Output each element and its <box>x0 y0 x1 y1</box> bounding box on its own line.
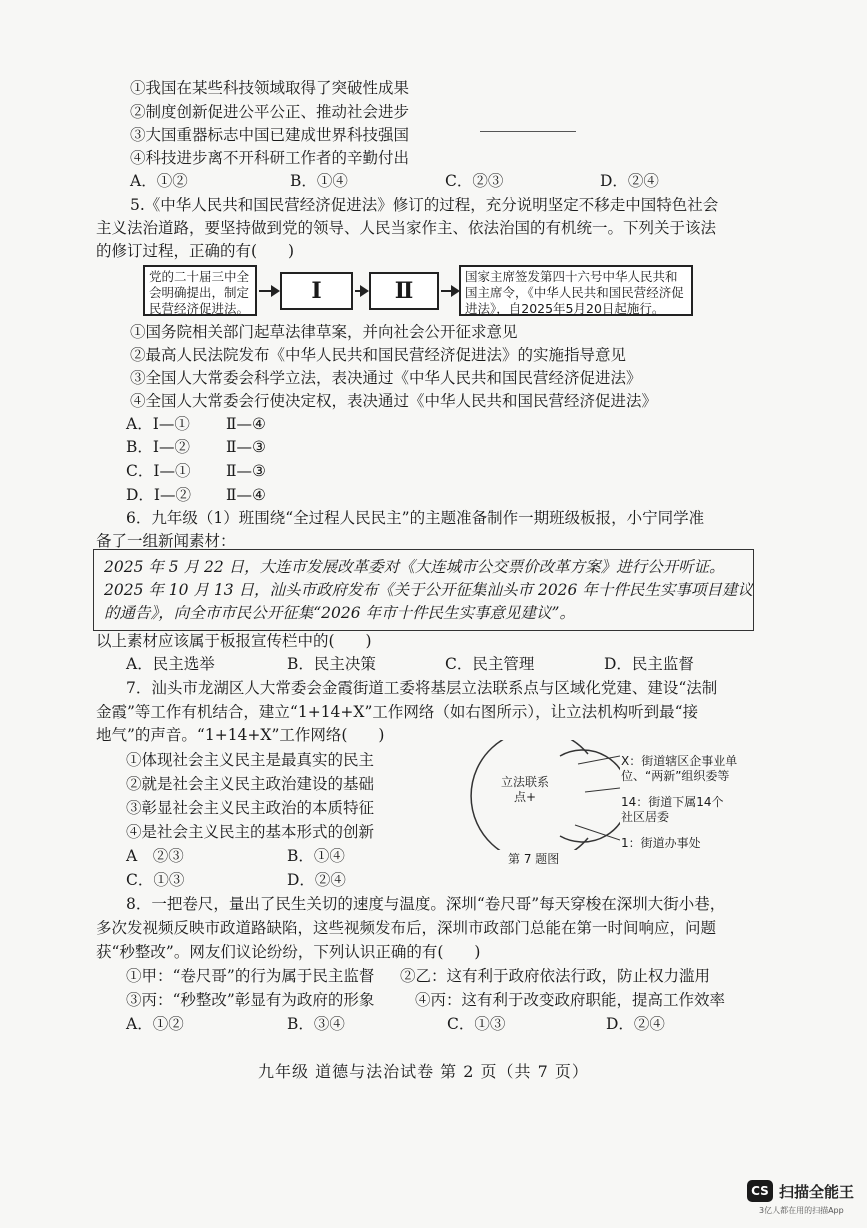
q5-option-1: ①国务院相关部门起草法律草案，并向社会公开征求意见 <box>130 323 518 341</box>
q8-stem-line-2: 多次发视频反映市政道路缺陷，这些视频发布后，深圳市政部门总能在第一时间响应，问题 <box>96 919 717 937</box>
q7-figure-center-label: 立法联系点+ <box>500 775 549 804</box>
scanner-watermark <box>747 1180 854 1202</box>
q6-news-line-2: 2025 年 10 月 13 日，汕头市政府发布《关于公开征集汕头市 2026 年十件民生实事项目建议 <box>104 581 753 599</box>
flow-step-1-box: Ⅰ <box>280 272 353 310</box>
q7-figure-label-x: X：街道辖区企事业单位、“两新”组织委等 <box>621 754 738 783</box>
q8-option-1: ①甲：“卷尺哥”的行为属于民主监督 <box>126 967 375 985</box>
q5-option-2: ②最高人民法院发布《中华人民共和国民营经济促进法》的实施指导意见 <box>130 346 627 364</box>
q5-answer-b-part-2: Ⅱ—③ <box>226 438 266 456</box>
q7-figure-label-14: 14：街道下属14个社区居委 <box>621 795 724 824</box>
q8-option-2: ②乙：这有利于政府依法行政，防止权力滥用 <box>400 967 711 985</box>
camscanner-logo-icon: CS <box>747 1180 773 1202</box>
stray-line <box>480 131 576 132</box>
q7-option-3: ③彰显社会主义民主政治的本质特征 <box>126 799 375 817</box>
q4-option-4: ④科技进步离不开科研工作者的辛勤付出 <box>130 149 410 167</box>
q5-answer-c-part-1: C．Ⅰ—① <box>126 462 191 480</box>
q5-answer-d-part-1: D．Ⅰ—② <box>126 486 192 504</box>
flow-arrow-1 <box>259 290 278 292</box>
q4-answer-b: B．①④ <box>290 172 348 190</box>
q7-option-2: ②就是社会主义民主政治建设的基础 <box>126 775 375 793</box>
q8-stem-line-1: 8．一把卷尺，量出了民生关切的速度与温度。深圳“卷尺哥”每天穿梭在深圳大街小巷， <box>126 895 726 913</box>
q6-stem-line-2: 备了一组新闻素材： <box>96 532 236 550</box>
q7-answer-a: A ②③ <box>126 847 184 865</box>
flow-end-box: 国家主席签发第四十六号中华人民共和国主席令，《中华人民共和国民营经济促进法》，自2025年5月20日起施行。 <box>459 265 693 316</box>
scanner-app-name: 扫描全能王 <box>779 1182 855 1201</box>
q6-news-line-1: 2025 年 5 月 22 日，大连市发展改革委对《大连城市公交票价改革方案》进行公开听证。 <box>104 558 725 576</box>
q4-option-2: ②制度创新促进公平公正、推动社会进步 <box>130 103 410 121</box>
q4-answer-d: D．②④ <box>600 172 659 190</box>
q4-option-3: ③大国重器标志中国已建成世界科技强国 <box>130 126 410 144</box>
q6-answer-a: A．民主选举 <box>126 655 215 673</box>
flow-start-box: 党的二十届三中全会明确提出，制定民营经济促进法。 <box>143 265 257 316</box>
q5-stem-line-2: 主义法治道路，要坚持做到党的领导、人民当家作主、依法治国的有机统一。下列关于该法 <box>96 219 717 237</box>
q7-option-4: ④是社会主义民主的基本形式的创新 <box>126 823 375 841</box>
q8-option-3: ③丙：“秒整改”彰显有为政府的形象 <box>126 991 375 1009</box>
q4-answer-c: C．②③ <box>445 172 504 190</box>
q7-figure-label-1: 1：街道办事处 <box>621 836 701 850</box>
q5-answer-d-part-2: Ⅱ—④ <box>226 486 266 504</box>
q7-answer-b: B．①④ <box>287 847 345 865</box>
q5-answer-c-part-2: Ⅱ—③ <box>226 462 266 480</box>
q7-answer-d: D．②④ <box>287 871 346 889</box>
q7-option-1: ①体现社会主义民主是最真实的民主 <box>126 751 375 769</box>
q8-option-4: ④丙：这有利于改变政府职能，提高工作效率 <box>415 991 726 1009</box>
q6-answer-b: B．民主决策 <box>287 655 376 673</box>
flow-step-2-box: Ⅱ <box>369 272 439 310</box>
q5-option-3: ③全国人大常委会科学立法，表决通过《中华人民共和国民营经济促进法》 <box>130 369 642 387</box>
flow-arrow-3 <box>441 290 458 292</box>
page-footer: 九年级 道德与法治试卷 第 2 页（共 7 页） <box>258 1062 589 1081</box>
q4-option-1: ①我国在某些科技领域取得了突破性成果 <box>130 79 410 97</box>
q5-answer-b-part-1: B．Ⅰ—② <box>126 438 191 456</box>
q4-answer-a: A．①② <box>130 172 188 190</box>
q5-stem-line-3: 的修订过程，正确的有( ) <box>96 242 295 260</box>
q8-answer-c: C．①③ <box>447 1015 506 1033</box>
q8-answer-b: B．③④ <box>287 1015 345 1033</box>
q6-answer-d: D．民主监督 <box>604 655 694 673</box>
scanner-slogan: 3亿人都在用的扫描App <box>759 1206 844 1215</box>
q6-news-line-3: 的通告》，向全市市民公开征集“2026 年市十件民生实事意见建议”。 <box>104 604 575 622</box>
flow-arrow-2 <box>355 290 367 292</box>
q5-option-4: ④全国人大常委会行使决定权，表决通过《中华人民共和国民营经济促进法》 <box>130 392 658 410</box>
q7-stem-line-3: 地气”的声音。“1+14+X”工作网络( ) <box>96 726 385 744</box>
q5-answer-a-part-2: Ⅱ—④ <box>226 415 266 433</box>
q7-stem-line-1: 7．汕头市龙湖区人大常委会金霞街道工委将基层立法联系点与区域化党建、建设“法制 <box>126 679 718 697</box>
q8-stem-line-3: 获“秒整改”。网友们议论纷纷，下列认识正确的有( ) <box>96 943 481 961</box>
q7-answer-c: C．①③ <box>126 871 185 889</box>
q5-answer-a-part-1: A．Ⅰ—① <box>126 415 190 433</box>
q5-stem-line-1: 5.《中华人民共和国民营经济促进法》修订的过程，充分说明坚定不移走中国特色社会 <box>130 196 719 214</box>
q6-answer-c: C．民主管理 <box>445 655 535 673</box>
q8-answer-a: A．①② <box>126 1015 184 1033</box>
q8-answer-d: D．②④ <box>606 1015 665 1033</box>
q6-stem-line-1: 6．九年级（1）班围绕“全过程人民民主”的主题准备制作一期班级板报，小宁同学准 <box>126 509 705 527</box>
q7-stem-line-2: 金霞”等工作有机结合，建立“1+14+X”工作网络（如右图所示），让立法机构听到最“接 <box>96 703 699 721</box>
q7-figure-caption: 第 7 题图 <box>508 852 560 866</box>
q6-question: 以上素材应该属于板报宣传栏中的( ) <box>96 632 372 650</box>
